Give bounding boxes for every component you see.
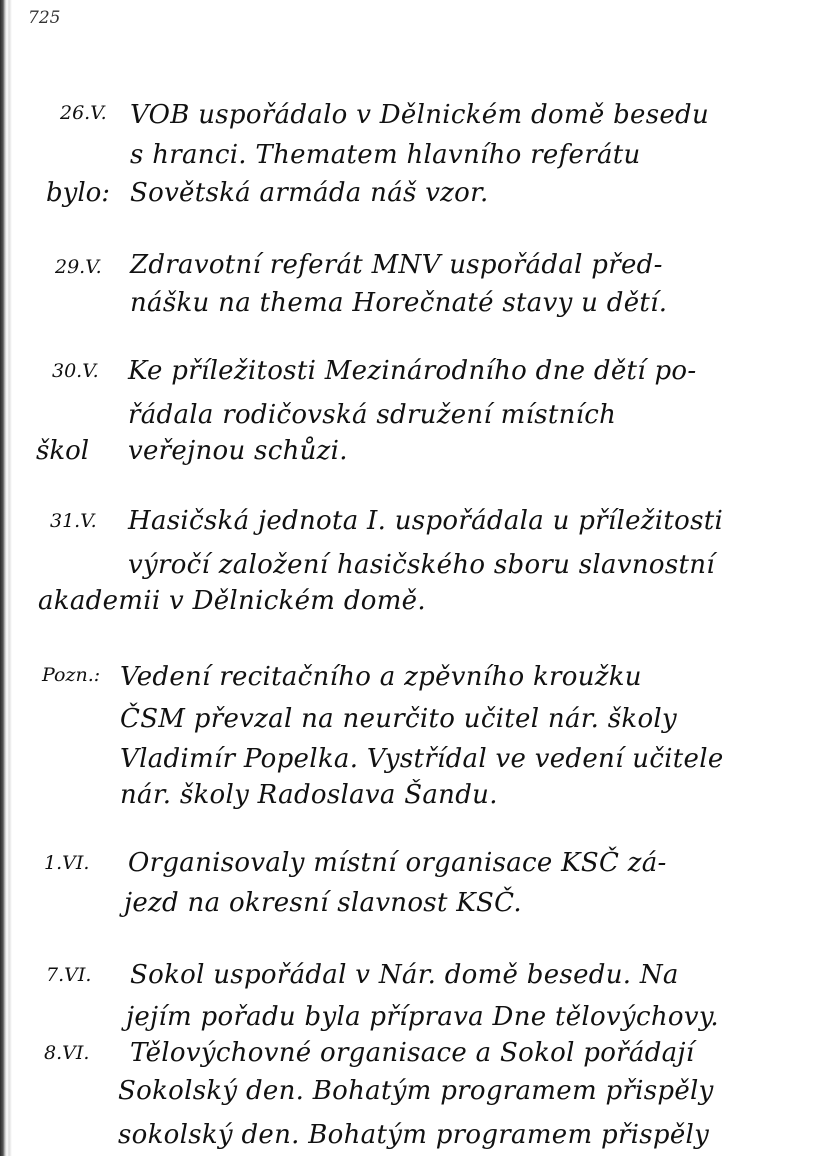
entry-line: nášku na thema Horečnaté stavy u dětí. bbox=[130, 288, 668, 318]
entry-date: 29.V. bbox=[55, 256, 102, 278]
entry-line: ČSM převzal na neurčito učitel nár. školy bbox=[120, 704, 678, 734]
entry-date: 1.VI. bbox=[44, 852, 90, 874]
entry-line: Sokol uspořádal v Nár. domě besedu. Na bbox=[130, 960, 679, 990]
entry-date: 30.V. bbox=[52, 360, 99, 382]
entry-line: s hranci. Thematem hlavního referátu bbox=[130, 140, 641, 170]
entry-line: jejím pořadu byla příprava Dne tělovýchovy. bbox=[126, 1002, 719, 1032]
entry-line: akademii v Dělnickém domě. bbox=[38, 586, 426, 616]
entry-date: 7.VI. bbox=[46, 964, 92, 986]
entry-line: Tělovýchovné organisace a Sokol pořádají bbox=[130, 1038, 695, 1068]
entry-lead-word: škol bbox=[36, 436, 90, 466]
entry-line: Sovětská armáda náš vzor. bbox=[130, 178, 489, 208]
page-binding-edge bbox=[0, 0, 12, 1156]
entry-line: veřejnou schůzi. bbox=[128, 436, 348, 466]
entry-line: Hasičská jednota I. uspořádala u příležitosti bbox=[128, 506, 724, 536]
note-label: Pozn.: bbox=[42, 664, 101, 686]
entry-line: jezd na okresní slavnost KSČ. bbox=[124, 888, 522, 918]
entry-line: sokolský den. Bohatým programem přispěly bbox=[118, 1120, 710, 1150]
entry-line: řádala rodičovská sdružení místních bbox=[128, 400, 617, 430]
entry-lead-word: bylo: bbox=[46, 178, 111, 208]
entry-line: Vedení recitačního a zpěvního kroužku bbox=[120, 662, 642, 692]
entry-date: 26.V. bbox=[60, 102, 107, 124]
entry-line: Vladimír Popelka. Vystřídal ve vedení učitele bbox=[120, 744, 724, 774]
entry-line: Organisovaly místní organisace KSČ zá- bbox=[128, 848, 667, 878]
entry-line: VOB uspořádalo v Dělnickém domě besedu bbox=[130, 100, 710, 130]
entry-line: nár. školy Radoslava Šandu. bbox=[120, 780, 498, 810]
entry-line: Zdravotní referát MNV uspořádal před- bbox=[130, 250, 663, 280]
entry-line: Sokolský den. Bohatým programem přispěly bbox=[118, 1076, 714, 1106]
entry-line: výročí založení hasičského sboru slavnostní bbox=[128, 550, 715, 580]
entry-date: 31.V. bbox=[50, 510, 97, 532]
entry-line: Ke příležitosti Mezinárodního dne dětí po- bbox=[128, 356, 697, 386]
page-number: 725 bbox=[28, 8, 61, 28]
entry-date: 8.VI. bbox=[44, 1042, 90, 1064]
